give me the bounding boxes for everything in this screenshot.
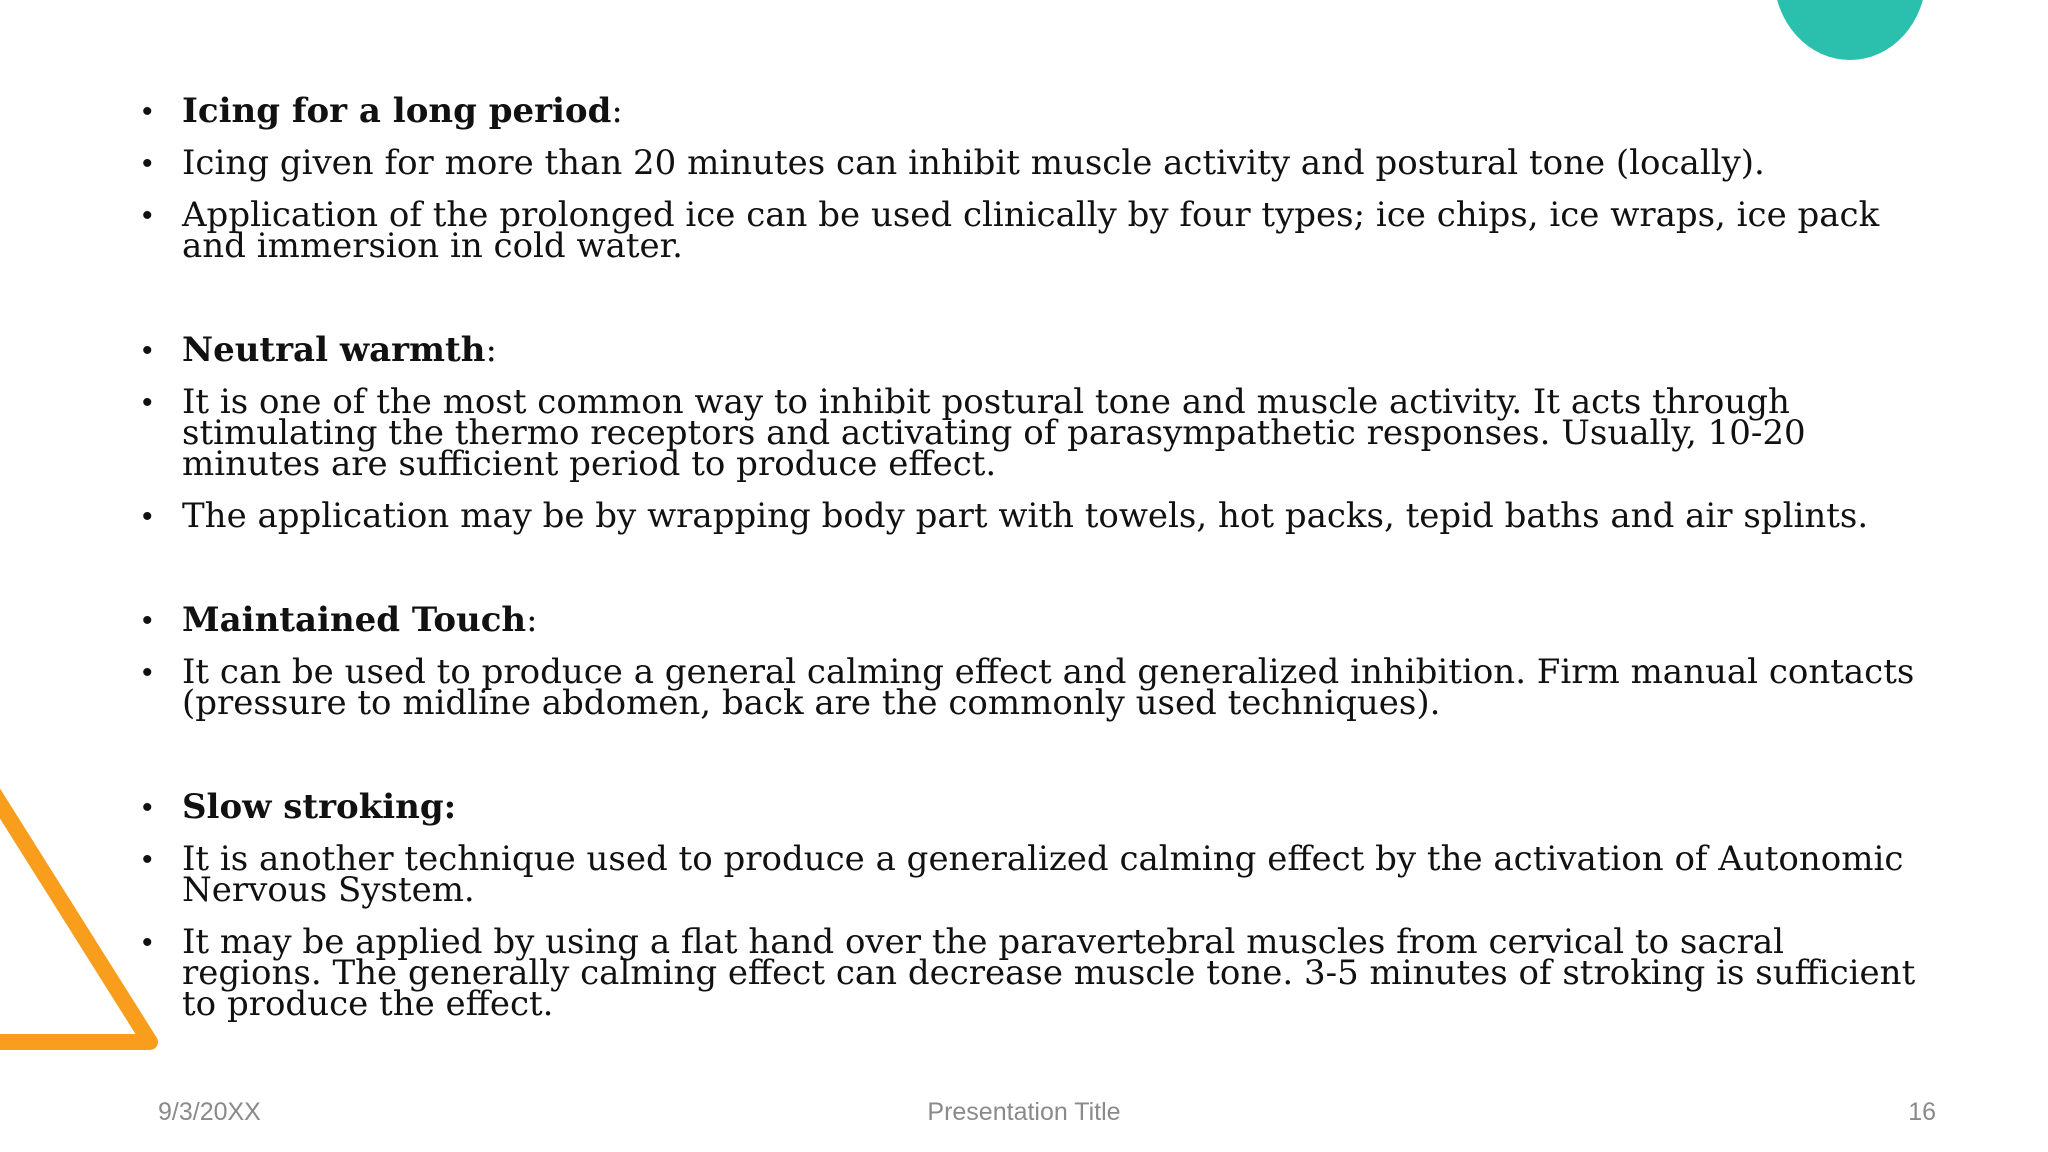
bullet-icon: • bbox=[142, 386, 153, 419]
list-item bbox=[142, 143, 1922, 183]
heading-suffix: : bbox=[485, 330, 497, 370]
list-item bbox=[142, 922, 1922, 1024]
list-item bbox=[142, 382, 1922, 484]
teal-circle-decoration bbox=[1774, 0, 1926, 60]
section-heading-slow-stroking bbox=[142, 787, 1922, 827]
bullet-icon: • bbox=[142, 199, 153, 232]
footer-date: 9/3/20XX bbox=[158, 1098, 261, 1126]
heading-text: Icing for a long period bbox=[182, 91, 612, 131]
list-item bbox=[142, 652, 1922, 723]
list-item-text: It is another technique used to produce a generalized calming effect by the activation of Autonomic Nervous System. bbox=[182, 839, 1904, 910]
heading-suffix: : bbox=[526, 600, 538, 640]
bullet-icon: • bbox=[142, 656, 153, 689]
heading-text: Neutral warmth bbox=[182, 330, 486, 370]
list-item-text: It may be applied by using a flat hand over the paravertebral muscles from cervical to sacral regions. The generally calming effect can decrease muscle tone. 3-5 minutes of stroking is sufficient to produce the effect. bbox=[182, 922, 1916, 1024]
bullet-icon: • bbox=[142, 95, 153, 128]
list-item-text: Icing given for more than 20 minutes can inhibit muscle activity and postural tone (locally). bbox=[182, 143, 1765, 183]
heading-suffix: : bbox=[611, 91, 623, 131]
list-item bbox=[142, 195, 1922, 266]
list-item-text: It is one of the most common way to inhibit postural tone and muscle activity. It acts through stimulating the thermo receptors and activating of parasympathetic responses. Usually, 10-20 minutes are sufficient period to produce effect. bbox=[182, 382, 1806, 484]
bullet-icon: • bbox=[142, 500, 153, 533]
list-item bbox=[142, 496, 1922, 536]
bullet-icon: • bbox=[142, 843, 153, 876]
list-item-text: Application of the prolonged ice can be used clinically by four types; ice chips, ice wraps, ice pack and immersion in cold water. bbox=[182, 195, 1880, 266]
list-item-text: The application may be by wrapping body part with towels, hot packs, tepid baths and air splints. bbox=[182, 496, 1869, 536]
heading-text: Maintained Touch bbox=[182, 600, 527, 640]
bullet-icon: • bbox=[142, 334, 153, 367]
bullet-icon: • bbox=[142, 791, 153, 824]
section-heading-icing bbox=[142, 91, 1922, 131]
list-item bbox=[142, 839, 1922, 910]
footer-page-number: 16 bbox=[1908, 1098, 1936, 1126]
bullet-icon: • bbox=[142, 926, 153, 959]
bullet-icon: • bbox=[142, 604, 153, 637]
heading-text: Slow stroking: bbox=[182, 787, 457, 827]
list-item-text: It can be used to produce a general calming effect and generalized inhibition. Firm manual contacts (pressure to midline abdomen, back are the commonly used techniques). bbox=[182, 652, 1915, 723]
bullet-icon: • bbox=[142, 147, 153, 180]
section-heading-maintained-touch bbox=[142, 600, 1922, 640]
footer-presentation-title: Presentation Title bbox=[927, 1098, 1121, 1126]
section-heading-neutral-warmth bbox=[142, 330, 1922, 370]
slide-content bbox=[142, 91, 1922, 1024]
